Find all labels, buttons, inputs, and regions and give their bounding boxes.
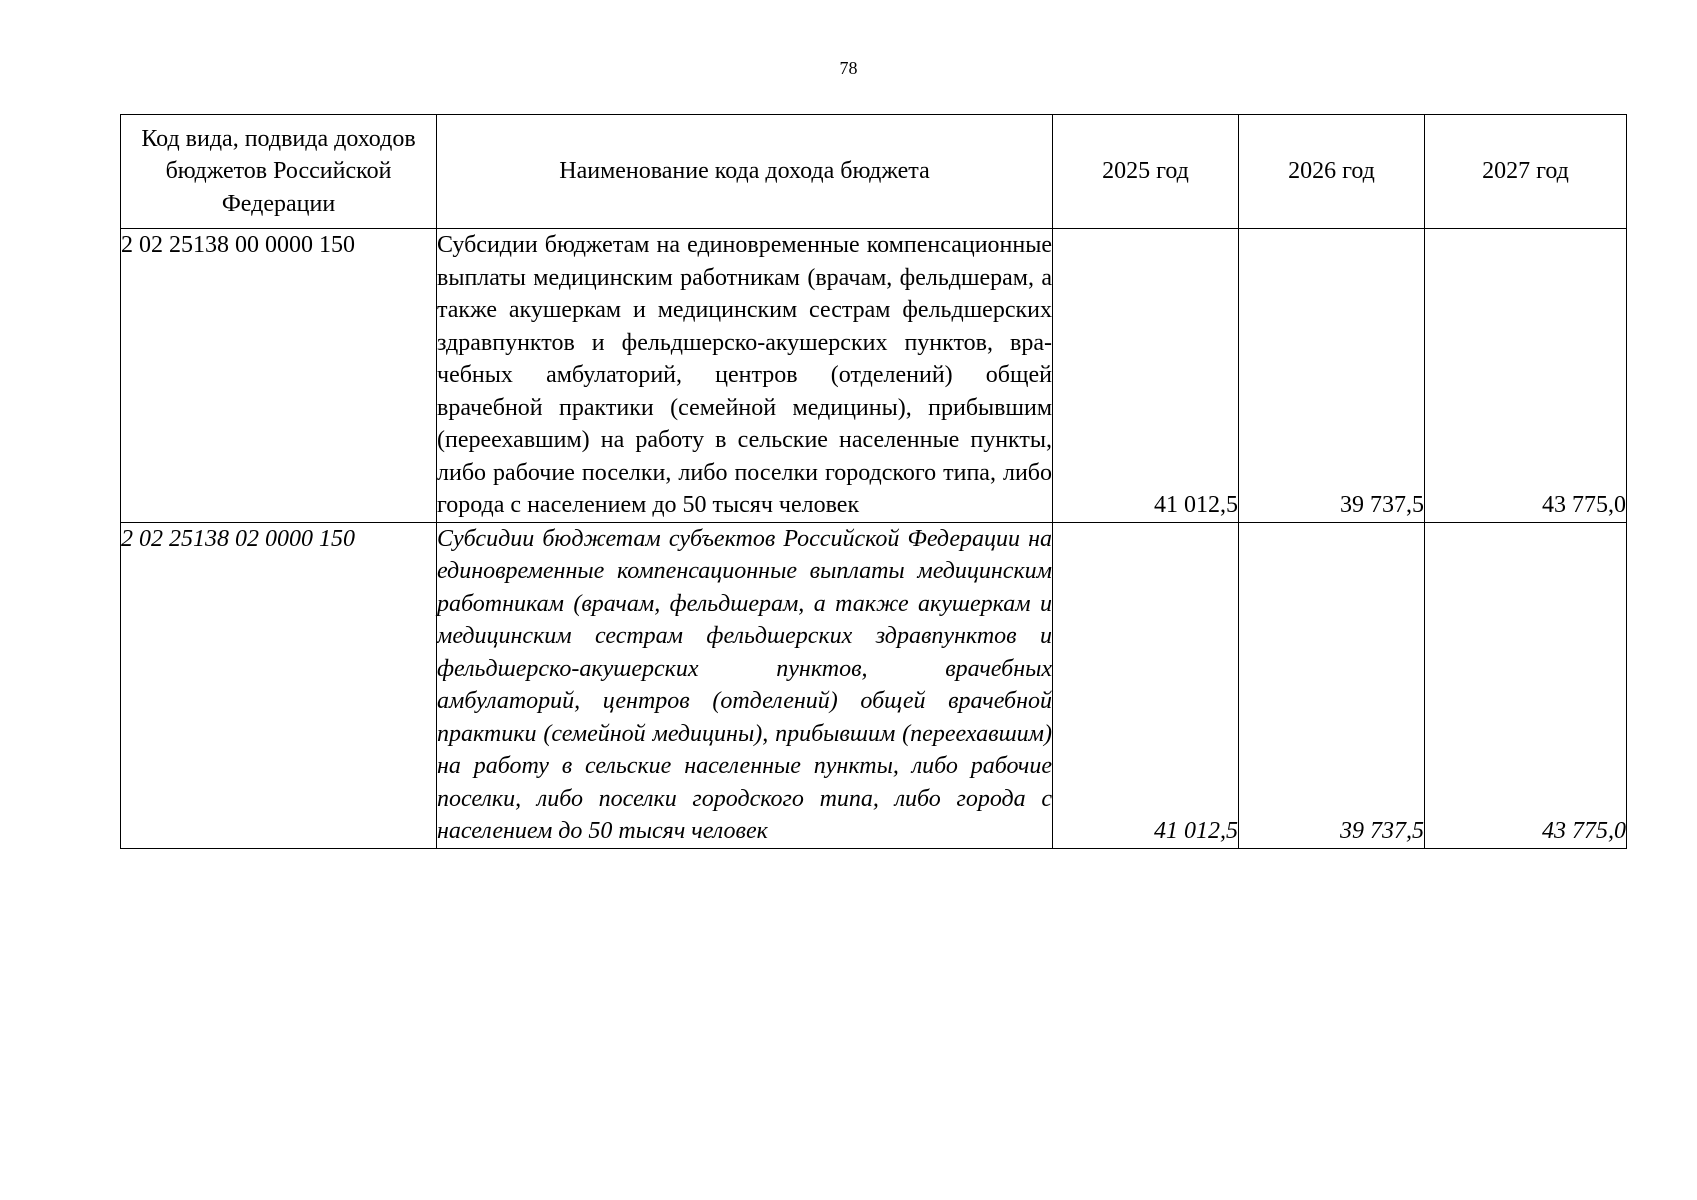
table-header-row: [121, 115, 1627, 229]
budget-revenue-table: [120, 114, 1627, 849]
value-2025: 41 012,5: [1053, 522, 1239, 848]
header-year-2026: 2026 год: [1239, 115, 1425, 229]
revenue-name: Субсидии бюджетам на единовременные компенсационные выплаты медицинским работникам (врачам, фельдшерам, а также акушеркам и медицинским сестрам фельдшерских здравпунктов и фельдшерско-акушерских пунктов, врачебных амбулаторий, центров (отделений) общей врачебной практики (семейной медицины), прибывшим (переехавшим) на работу в сельские населенные пункты, либо рабочие поселки, либо поселки городского типа, либо города с населением до 50 тысяч человек: [437, 229, 1053, 523]
value-2027: 43 775,0: [1425, 229, 1627, 523]
header-year-2025: 2025 год: [1053, 115, 1239, 229]
revenue-code: 2 02 25138 00 0000 150: [121, 229, 437, 523]
page-number: 78: [839, 58, 858, 78]
value-2025: 41 012,5: [1053, 229, 1239, 523]
value-2027: 43 775,0: [1425, 522, 1627, 848]
table-row: [121, 229, 1627, 523]
header-name: Наименование кода дохода бюджета: [437, 115, 1053, 229]
header-code: Код вида, подвида доходов бюджетов Российской Федерации: [121, 115, 437, 229]
value-2026: 39 737,5: [1239, 229, 1425, 523]
table-row: [121, 522, 1627, 848]
revenue-code: 2 02 25138 02 0000 150: [121, 522, 437, 848]
value-2026: 39 737,5: [1239, 522, 1425, 848]
header-year-2027: 2027 год: [1425, 115, 1627, 229]
revenue-name: Субсидии бюджетам субъектов Российской Федерации на единовременные компенсационные выплаты медицинским работникам (врачам, фельдшерам, а также акушеркам и медицинским сестрам фельдшерских здравпунктов и фельдшерско-акушерских пунктов, врачебных амбулаторий, центров (отделений) общей врачебной практики (семейной медицины), прибывшим (переехавшим) на работу в сельские населенные пункты, либо рабочие поселки, либо поселки городского типа, либо города с населением до 50 тысяч человек: [437, 522, 1053, 848]
